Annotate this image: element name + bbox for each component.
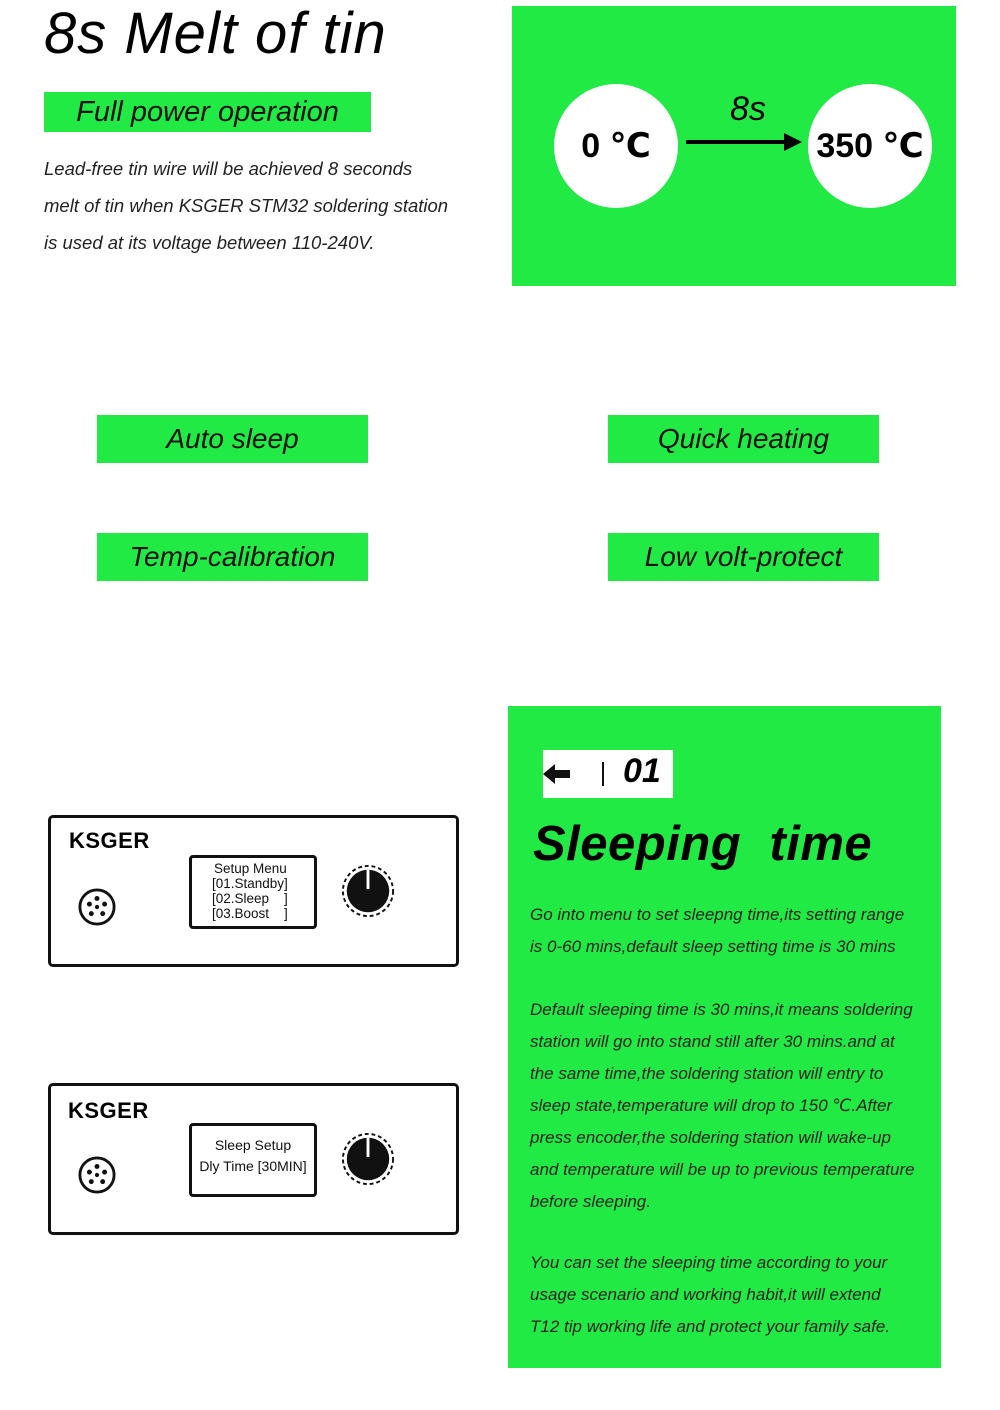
- device-brand: KSGER: [69, 828, 150, 853]
- sleeping-time-panel: [508, 706, 941, 1368]
- paragraph-line: You can set the sleeping time according to your: [530, 1253, 888, 1272]
- end-temp-circle: 350 ℃: [808, 84, 932, 208]
- paragraph-line: usage scenario and working habit,it will extend: [530, 1285, 881, 1304]
- intro-text: [44, 150, 484, 261]
- paragraph-line: Go into menu to set sleepng time,its setting range: [530, 905, 905, 924]
- screen-line: Sleep Setup: [214, 1137, 292, 1153]
- feature-temp-calibration: Temp-calibration: [97, 533, 368, 581]
- screen-line: [03.Boost ]: [212, 906, 288, 921]
- feature-quick-heating: Quick heating: [608, 415, 879, 463]
- paragraph-line: press encoder,the soldering station will wake-up: [530, 1128, 891, 1147]
- encoder-knob-icon[interactable]: [341, 1132, 395, 1186]
- sleep-paragraph: [530, 994, 940, 1218]
- heating-panel: [512, 6, 956, 286]
- lcd-screen: [189, 855, 317, 929]
- step-number: 01: [623, 752, 661, 790]
- paragraph-line: before sleeping.: [530, 1192, 651, 1211]
- paragraph-line: the same time,the soldering station will entry to: [530, 1064, 884, 1083]
- sleeping-title: Sleeping time: [533, 817, 873, 871]
- screen-line: [01.Standby]: [212, 876, 288, 891]
- intro-line: Lead-free tin wire will be achieved 8 seconds: [44, 158, 413, 179]
- paragraph-line: T12 tip working life and protect your family safe.: [530, 1317, 890, 1336]
- step-divider: [602, 762, 604, 786]
- sleep-paragraph: [530, 899, 940, 963]
- connector-port-icon: [78, 888, 116, 926]
- device-illustration: [48, 1083, 459, 1235]
- paragraph-line: and temperature will be up to previous temperature: [530, 1160, 915, 1179]
- subtitle-tag: Full power operation: [44, 92, 371, 132]
- intro-line: melt of tin when KSGER STM32 soldering station: [44, 195, 449, 216]
- sleep-paragraph: [530, 1247, 940, 1343]
- intro-line: is used at its voltage between 110-240V.: [44, 232, 375, 253]
- start-temp-circle: 0 ℃: [554, 84, 678, 208]
- paragraph-line: is 0-60 mins,default sleep setting time is 30 mins: [530, 937, 896, 956]
- arrow-left-icon: [543, 763, 571, 785]
- heating-time: 8s: [730, 90, 766, 128]
- device-illustration: [48, 815, 459, 967]
- page-title: 8s Melt of tin: [44, 1, 387, 66]
- connector-port-icon: [78, 1156, 116, 1194]
- arrow-right-icon: [684, 130, 804, 154]
- paragraph-line: sleep state,temperature will drop to 150 ℃.After: [530, 1096, 893, 1115]
- screen-line: [02.Sleep ]: [212, 891, 288, 906]
- feature-auto-sleep: Auto sleep: [97, 415, 368, 463]
- step-indicator: [543, 750, 673, 798]
- encoder-knob-icon[interactable]: [341, 864, 395, 918]
- device-brand: KSGER: [68, 1098, 149, 1123]
- paragraph-line: Default sleeping time is 30 mins,it means soldering: [530, 1000, 913, 1019]
- lcd-screen: [189, 1123, 317, 1197]
- feature-low-volt-protect: Low volt-protect: [608, 533, 879, 581]
- screen-line: Dly Time [30MIN]: [199, 1158, 307, 1174]
- screen-line: Setup Menu: [214, 861, 287, 876]
- paragraph-line: station will go into stand still after 30 mins.and at: [530, 1032, 895, 1051]
